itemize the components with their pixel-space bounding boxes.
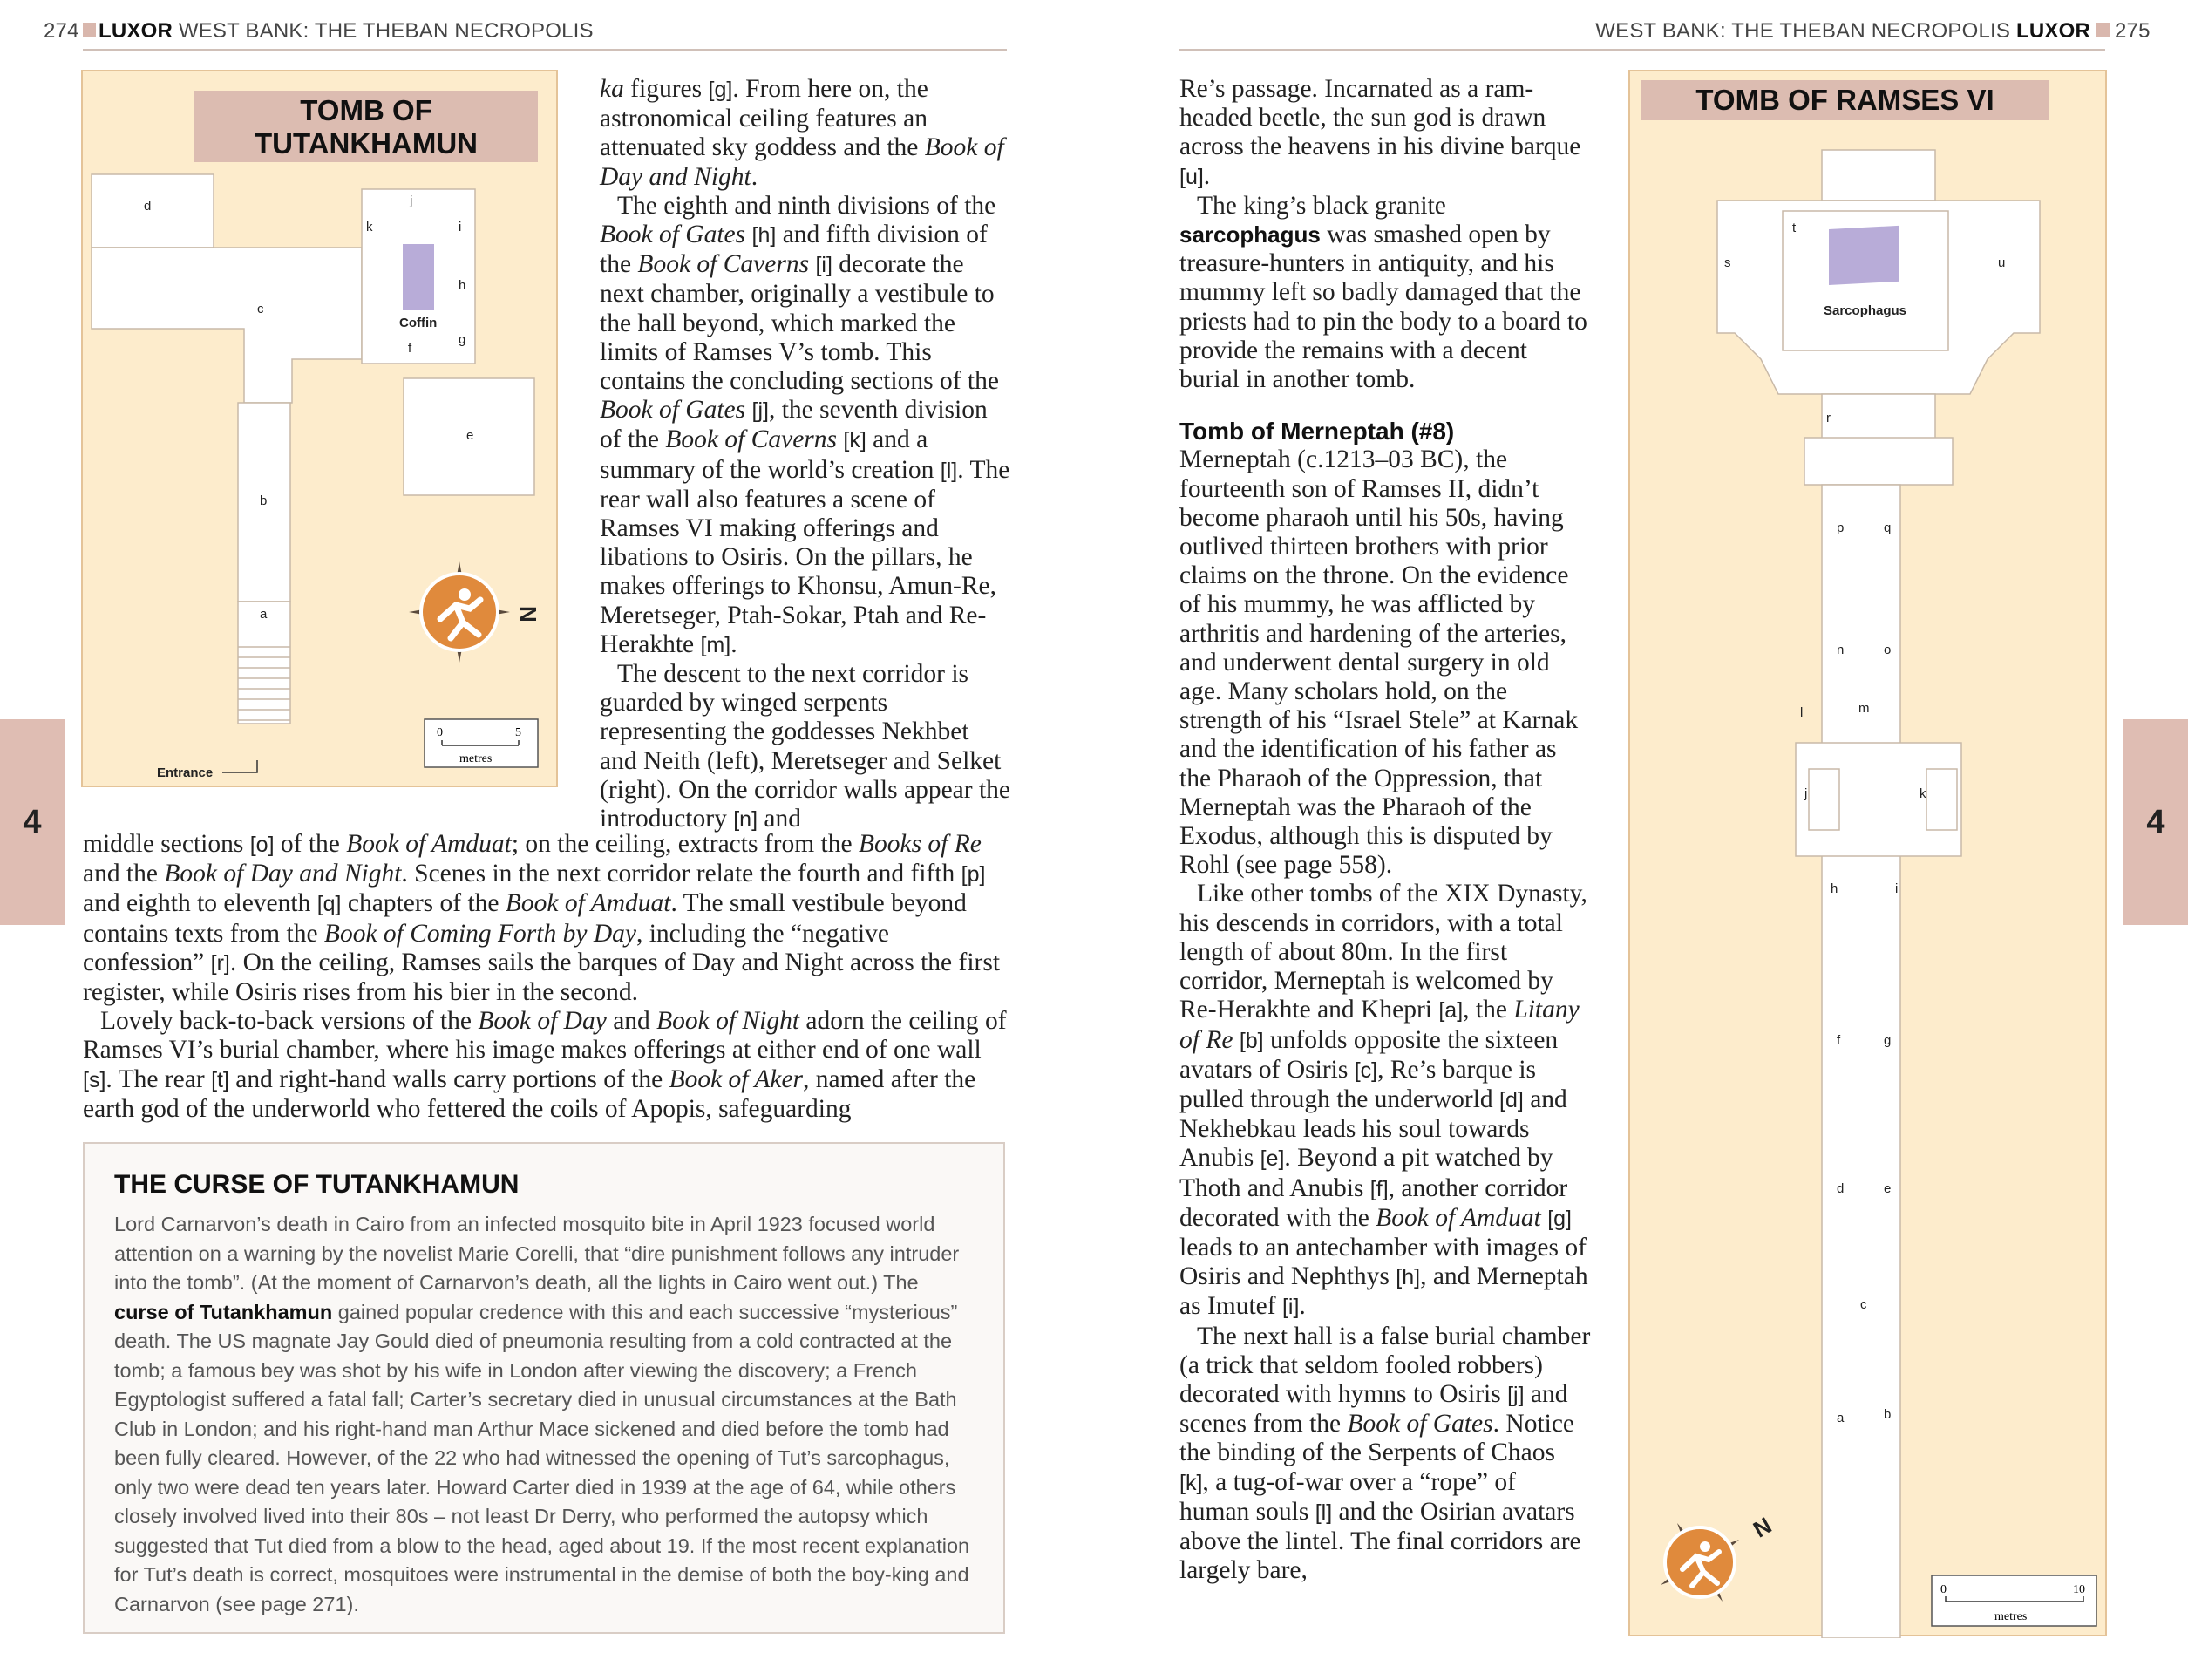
label-j: j — [410, 194, 413, 208]
page-number-left: 274 — [44, 19, 79, 43]
pillar-j — [1809, 769, 1839, 830]
label-g: g — [1884, 1033, 1892, 1048]
label-f: f — [1837, 1033, 1841, 1048]
chapter-tab-left: 4 — [0, 719, 65, 925]
sidebar-body: Lord Carnarvon’s death in Cairo from an infected mosquito bite in April 1923 focused world attention on a warning by the novelist Marie Corelli, that “dire punishment follows any intruder into the tomb”. (At the moment of Carnarvon’s death, all the lights in Cairo went out.) The curse of Tutankhamun gained popular credence with this and each successive “mysterious” death. The US magnate Jay Gould died of pneumonia resulting from a cold contracted at the tomb; a famous bey was shot by his wife in London after viewing the discovery; a French Egyptologist suffered a fatal fall; Carter’s secretary died in unusual circumstances at the Bath Club in London; and his right-hand man Arthur Mace sickened and died before the tomb had been fully cleared. However, of the 22 who had witnessed the opening of Tut’s sarcophagus, only two were dead ten years later. Howard Carter died in 1939 at the age of 64, while others closely involved lived into their 80s – not least Dr Derry, who performed the autopsy which suggested that Tut died from a blow to the head, aged about 19. If the most recent explanation for Tut’s death is correct, mosquitoes were instrumental in the demise of both the boy-king and Carnarvon (see page 271). — [114, 1213, 970, 1615]
corridor-main — [1822, 485, 1900, 1638]
svg-text:metres: metres — [1994, 1610, 2028, 1623]
label-i: i — [459, 220, 462, 235]
label-q: q — [1884, 520, 1892, 535]
running-header-left — [99, 19, 594, 44]
svg-text:0: 0 — [437, 726, 443, 739]
label-l: l — [1800, 705, 1804, 720]
map-tomb-ramses-vi — [1628, 70, 2107, 1636]
sidebar-curse-of-tutankhamun — [83, 1142, 1005, 1634]
coffin-label: Coffin — [399, 316, 438, 330]
header-rule-right — [1179, 49, 2105, 51]
label-h: h — [459, 278, 466, 293]
label-g: g — [459, 332, 466, 347]
vestibule — [1804, 438, 1953, 485]
svg-text:5: 5 — [515, 726, 521, 739]
label-k: k — [1920, 786, 1926, 801]
section-heading-merneptah: Tomb of Merneptah (#8) — [1179, 418, 1455, 446]
label-i: i — [1895, 881, 1899, 896]
label-h: h — [1831, 881, 1838, 896]
chamber-c — [92, 248, 362, 403]
running-header-right — [1595, 19, 2090, 44]
pillar-k — [1926, 769, 1957, 830]
label-d: d — [1837, 1181, 1845, 1196]
header-tab-right — [2096, 23, 2110, 37]
label-a: a — [260, 607, 268, 622]
label-u: u — [1998, 255, 2006, 270]
svg-text:0: 0 — [1940, 1583, 1947, 1596]
page-number-right: 275 — [2115, 19, 2151, 43]
header-section-right: LUXOR — [2016, 19, 2090, 43]
label-c: c — [257, 302, 264, 316]
label-f: f — [408, 341, 412, 356]
compass-rose-icon — [1638, 1500, 1762, 1624]
chamber-d — [92, 174, 214, 248]
paragraph-3: The descent to the next corridor is guarded by winged serpents representing the goddesses Nekhbet and Neith (left), Meretseger and Selket (right). On the corridor walls appear the introductory [n] and — [600, 660, 1011, 833]
label-n: n — [1837, 643, 1845, 657]
label-d: d — [144, 199, 152, 214]
header-section-left: LUXOR — [99, 19, 173, 43]
label-b: b — [260, 493, 268, 508]
map-title-ramses-vi: TOMB OF RAMSES VI — [1641, 80, 2049, 120]
header-tab-left — [83, 23, 96, 37]
header-title-right: WEST BANK: THE THEBAN NECROPOLIS — [1595, 19, 2011, 43]
north-label: N — [1748, 1512, 1777, 1543]
ramses-floorplan — [1630, 71, 2109, 1638]
coffin-shape — [403, 244, 434, 310]
label-e: e — [1884, 1181, 1892, 1196]
paragraph-6: Re’s passage. Incarnated as a ram-headed beetle, the sun god is drawn across the heavens in his divine barque [u]. — [1179, 75, 1581, 190]
north-label: N — [515, 606, 541, 622]
label-p: p — [1837, 520, 1845, 535]
label-a: a — [1837, 1411, 1845, 1425]
paragraph-7: The king’s black granite sarcophagus was smashed open by treasure-hunters in antiquity, and his mummy left so badly damaged that the priests had to pin the body to a board to provide the remains with a decent burial in another tomb. — [1179, 191, 1587, 394]
map-tomb-tutankhamun — [81, 70, 558, 787]
text-wide-block — [83, 830, 1009, 1124]
label-c: c — [1860, 1297, 1867, 1312]
scale-bar — [425, 719, 538, 767]
sidebar-title: THE CURSE OF TUTANKHAMUN — [114, 1170, 520, 1199]
sarcophagus-label: Sarcophagus — [1824, 303, 1907, 318]
label-r: r — [1826, 411, 1831, 425]
compass-rose-icon — [409, 561, 510, 663]
scale-bar — [1932, 1575, 2096, 1626]
paragraph-4: middle sections [o] of the Book of Amduat; on the ceiling, extracts from the Books of Re and the Book of Day and Night. Scenes in the next corridor relate the fourth and fifth [p] and eighth to eleventh [q] chapters of the Book of Amduat. The small vestibule beyond contains texts from the Book of Coming Forth by Day, including the “negative confession” [r]. On the ceiling, Ramses sails the barques of Day and Night across the first register, while Osiris rises from his bier in the second. — [83, 830, 1001, 1007]
label-s: s — [1724, 255, 1731, 270]
paragraph-10: The next hall is a false burial chamber (a trick that seldom fooled robbers) decorated with hymns to Osiris [j] and scenes from the Book of Gates. Notice the binding of the Serpents of Chaos [k], a tug-of-war over a “rope” of human souls [l] and the Osirian avatars above the lintel. The final corridors are largely bare, — [1179, 1322, 1591, 1585]
paragraph-1: ka figures [g]. From here on, the astronomical ceiling features an attenuated sky goddess and the Book of Day and Night. — [600, 75, 1004, 191]
svg-text:10: 10 — [2073, 1583, 2085, 1596]
map-title-tutankhamun: TOMB OF TUTANKHAMUN — [194, 91, 538, 162]
entrance-label: Entrance — [157, 765, 214, 780]
burial-chamber-top — [1822, 150, 1935, 201]
text-column-1 — [600, 75, 1011, 834]
label-e: e — [466, 428, 474, 443]
paragraph-8: Merneptah (c.1213–03 BC), the fourteenth son of Ramses II, didn’t become pharaoh until his 50s, having outlived thirteen brothers with prior claims on the throne. On the evidence of his mummy, he was afflicted by arthritis and hardening of the arteries, and underwent dental surgery in old age. Many scholars hold, on the strength of his “Israel Stele” at Karnak and the identification of his father as the Pharaoh of the Oppression, that Merneptah was the Pharaoh of the Exodus, although this is disputed by Rohl (see page 558). — [1179, 446, 1579, 880]
header-rule-left — [83, 49, 1007, 51]
label-m: m — [1858, 701, 1870, 716]
label-t: t — [1792, 221, 1797, 235]
paragraph-9: Like other tombs of the XIX Dynasty, his descends in corridors, with a total length of about 80m. In the first corridor, Merneptah is welcomed by Re-Herakhte and Khepri [a], the Litany of Re [b] unfolds opposite the sixteen avatars of Osiris [c], Re’s barque is pulled through the underworld [d] and Nekhebkau leads his soul towards Anubis [e]. Beyond a pit watched by Thoth and Anubis [f], another corridor decorated with the Book of Amduat [g] leads to an antechamber with images of Osiris and Nephthys [h], and Merneptah as Imutef [i]. — [1179, 880, 1588, 1321]
label-b: b — [1884, 1407, 1892, 1422]
header-title-left: WEST BANK: THE THEBAN NECROPOLIS — [178, 19, 594, 43]
label-j: j — [1804, 786, 1808, 801]
text-column-3 — [1179, 75, 1591, 1585]
chapter-tab-right: 4 — [2123, 719, 2188, 925]
tutankhamun-floorplan — [83, 71, 560, 789]
paragraph-2: The eighth and ninth divisions of the Book of Gates [h] and fifth division of the Book of Caverns [i] decorate the next chamber, originally a vestibule to the hall beyond, which marked the limits of Ramses V’s tomb. This contains the concluding sections of the Book of Gates [j], the seventh division of the Book of Caverns [k] and a summary of the world’s creation [l]. The rear wall also features a scene of Ramses VI making offerings and libations to Osiris. On the pillars, he makes offerings to Khonsu, Amun-Re, Meretseger, Ptah-Sokar, Ptah and Re-Herakhte [m]. — [600, 191, 1010, 658]
label-k: k — [366, 220, 373, 235]
paragraph-5: Lovely back-to-back versions of the Book of Day and Book of Night adorn the ceiling of Ramses VI’s burial chamber, where his image makes offerings at either end of one wall [s]. The rear [t] and right-hand walls carry portions of the Book of Aker, named after the earth god of the underworld who fettered the coils of Apopis, safeguarding — [83, 1007, 1007, 1123]
svg-text:metres: metres — [459, 752, 493, 765]
label-o: o — [1884, 643, 1892, 657]
sarcophagus-shape — [1829, 226, 1899, 285]
